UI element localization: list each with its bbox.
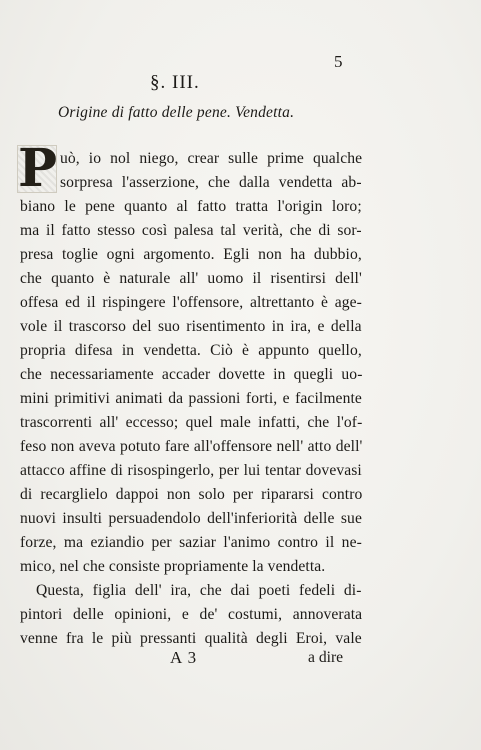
section-heading: §. III. — [150, 72, 200, 93]
text-line: sorpresa l'asserzione, che dalla vendetta ab- — [60, 174, 362, 191]
text-line: nuovi insulti persuadendolo dell'inferiorità delle sue — [20, 510, 362, 527]
text-line: Questa, figlia dell' ira, che dai poeti fedeli di- — [36, 582, 362, 599]
page-number: 5 — [334, 52, 343, 71]
text-line: ma il fatto stesso così palesa tal verità, che di sor- — [20, 222, 362, 239]
text-line: propria difesa in vendetta. Ciò è appunto quello, — [20, 342, 362, 359]
printer-signature: A 3 — [170, 648, 198, 667]
section-subtitle: Origine di fatto delle pene. Vendetta. — [58, 104, 295, 121]
text-line: biano le pene quanto al fatto tratta l'origin loro; — [20, 198, 362, 215]
text-line: feso non aveva potuto fare all'offensore nell' atto dell' — [20, 438, 363, 455]
text-line: mini primitivi animati da passioni forti, e facilmente — [20, 390, 362, 407]
text-line: mico, nel che consiste propriamente la vendetta. — [20, 558, 326, 575]
text-line: offesa ed il rispingere l'offensore, altrettanto è age- — [20, 294, 362, 311]
text-line: forze, ma eziandio per saziar l'animo contro il ne- — [20, 534, 362, 551]
text-line: vole il trascorso del suo risentimento in ira, e della — [20, 318, 362, 335]
catchword: a dire — [308, 649, 344, 666]
text-line: trascorrenti all' eccesso; quel male infatti, che l'of- — [20, 414, 363, 431]
text-line: venne fra le più pressanti qualità degli Eroi, vale — [20, 630, 362, 647]
decorative-drop-cap: P — [18, 138, 58, 199]
text-line: uò, io nol niego, crear sulle prime qualche — [60, 150, 363, 167]
text-line: che quanto è naturale all' uomo il risentirsi dell' — [20, 270, 362, 287]
text-line: che necessariamente accader dovette in quegli uo- — [20, 366, 363, 383]
text-line: attacco affine di risospingerlo, per lui tentar dovevasi — [20, 462, 362, 479]
text-line: presa toglie ogni argomento. Egli non ha dubbio, — [20, 246, 362, 263]
text-line: pintori delle opinioni, e de' costumi, annoverata — [20, 606, 363, 623]
text-line: di recarglielo dappoi non solo per ripararsi contro — [20, 486, 363, 503]
